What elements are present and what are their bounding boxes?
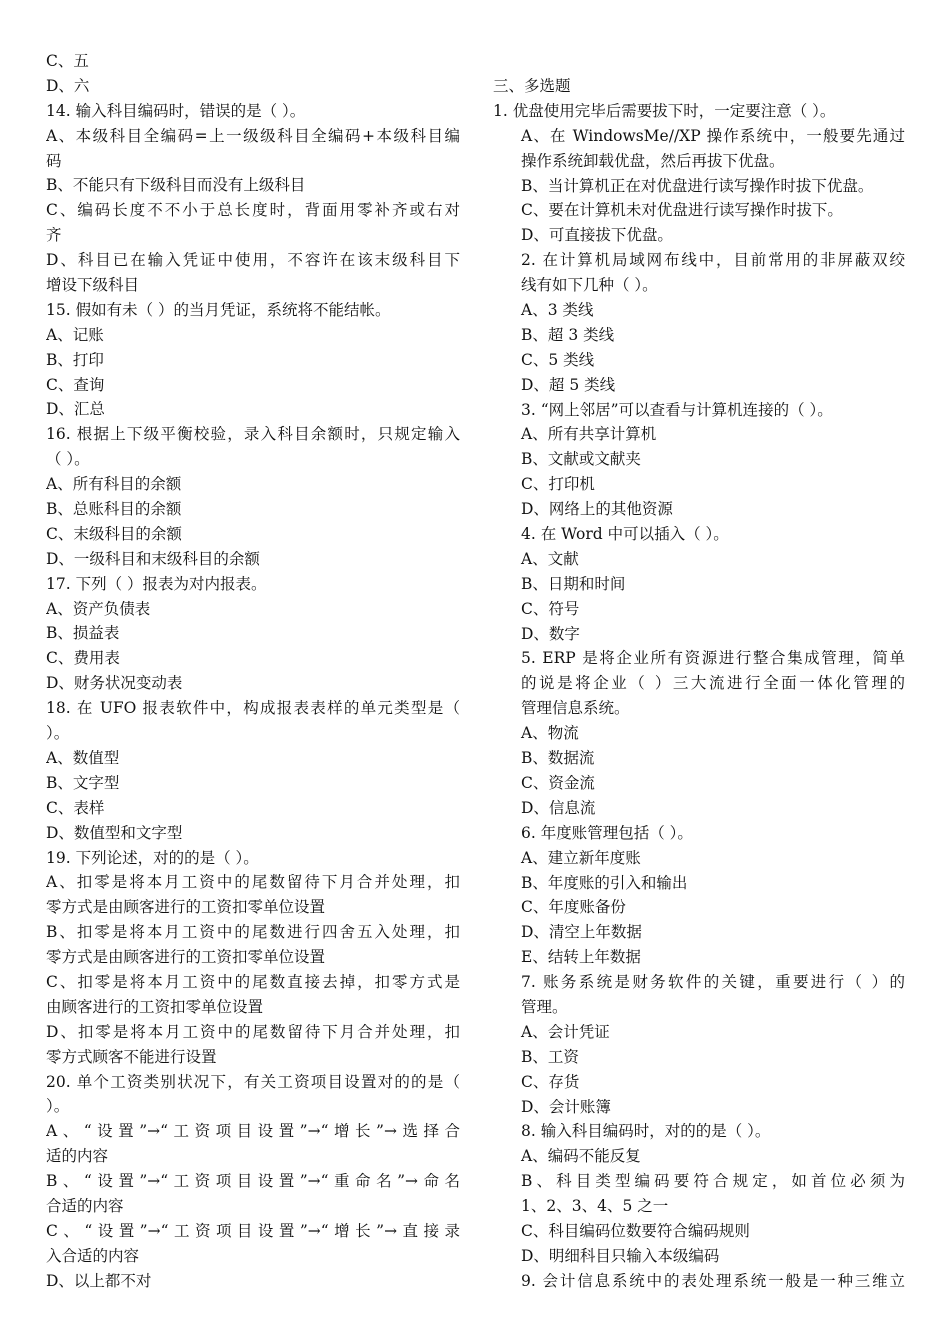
text-line: C、打印机	[521, 475, 595, 494]
text-line: C、资金流	[521, 773, 595, 792]
text-line: B、超 3 类线	[521, 325, 615, 344]
text-line: 1、2、3、4、5 之一	[521, 1197, 669, 1216]
right-column	[493, 74, 905, 1294]
text-line: A、建立新年度账	[521, 848, 641, 867]
text-line: C、符号	[521, 599, 580, 618]
question-16: 16. 根据上下级平衡校验，录入科目余额时，只规定输入	[46, 425, 460, 444]
text-line: C、末级科目的余额	[46, 524, 182, 543]
question-7: 7. 账务系统是财务软件的关键，重要进行（ ）的	[521, 973, 905, 992]
question-3: 3. “网上邻居”可以查看与计算机连接的（ ）。	[521, 400, 833, 419]
question-18: 18. 在 UFO 报表软件中，构成报表表样的单元类型是（	[46, 699, 460, 718]
text-line: C、科目编码位数要符合编码规则	[521, 1221, 750, 1240]
question-17: 17. 下列（ ）报表为对内报表。	[46, 574, 267, 593]
text-line: C、年度账备份	[521, 898, 626, 917]
text-line: A、“设置”→“工资项目设置”→“增长”→选择合	[46, 1122, 460, 1141]
text-line: D、超 5 类线	[521, 375, 616, 394]
question-14: 14. 输入科目编码时，错误的是（ ）。	[46, 101, 306, 120]
text-line: E、结转上年数据	[521, 948, 641, 967]
text-line: D、汇总	[46, 400, 105, 419]
text-line: 码	[46, 151, 62, 170]
text-line: D、科目已在输入凭证中使用，不容许在该末级科目下	[46, 251, 460, 270]
text-line: B、科目类型编码要符合规定，如首位必须为	[521, 1172, 905, 1191]
text-line: （ ）。	[46, 450, 90, 469]
text-line: C、五	[46, 52, 89, 70]
text-line: D、一级科目和末级科目的余额	[46, 549, 260, 568]
text-line: 零方式是由顾客进行的工资扣零单位设置	[46, 898, 326, 917]
text-line: B、不能只有下级科目而没有上级科目	[46, 176, 306, 195]
question-1: 1. 优盘使用完毕后需要拔下时，一定要注意（ ）。	[493, 101, 836, 120]
text-line: D、以上都不对	[46, 1271, 152, 1290]
text-line: A、在 WindowsMe//XP 操作系统中，一般要先通过	[521, 126, 905, 145]
text-line: D、数值型和文字型	[46, 823, 183, 842]
text-line: A、3 类线	[521, 301, 594, 320]
text-line: 合适的内容	[46, 1196, 124, 1215]
question-20: 20. 单个工资类别状况下，有关工资项目设置对的的是（	[46, 1072, 460, 1091]
question-8: 8. 输入科目编码时，对的的是（ ）。	[521, 1122, 771, 1141]
text-line: D、扣零是将本月工资中的尾数留待下月合并处理，扣	[46, 1022, 460, 1041]
text-line: 适的内容	[46, 1147, 109, 1166]
text-line: C、“设置”→“工资项目设置”→“增长”→直接录	[46, 1221, 460, 1240]
question-2: 2. 在计算机局域网布线中，目前常用的非屏蔽双绞	[521, 251, 905, 270]
text-line: C、表样	[46, 798, 105, 817]
text-line: 入合适的内容	[46, 1246, 140, 1265]
question-9: 9. 会计信息系统中的表处理系统一般是一种三维立	[521, 1271, 905, 1290]
text-line: C、要在计算机未对优盘进行读写操作时拔下。	[521, 201, 843, 220]
text-line: D、清空上年数据	[521, 923, 642, 942]
text-line: A、扣零是将本月工资中的尾数留待下月合并处理，扣	[46, 873, 460, 892]
text-line: C、费用表	[46, 649, 120, 668]
text-line: D、明细科目只输入本级编码	[521, 1246, 720, 1265]
text-line: 零方式是由顾客进行的工资扣零单位设置	[46, 948, 326, 967]
question-5: 5. ERP 是将企业所有资源进行整合集成管理，简单	[521, 649, 905, 668]
question-19: 19. 下列论述，对的的是（ ）。	[46, 848, 259, 867]
text-line: A、本级科目全编码=上一级级科目全编码+本级科目编	[46, 126, 460, 145]
text-line: A、所有共享计算机	[521, 425, 657, 444]
text-line: A、会计凭证	[521, 1022, 610, 1041]
text-line: 零方式顾客不能进行设置	[46, 1047, 217, 1066]
text-line: C、查询	[46, 375, 105, 394]
section-heading: 三、多选题	[493, 77, 571, 95]
text-line: 线有如下几种（ ）。	[521, 276, 658, 295]
text-line: D、会计账簿	[521, 1097, 611, 1116]
text-line: 操作系统卸载优盘，然后再拔下优盘。	[521, 151, 785, 170]
text-line: ）。	[46, 1097, 70, 1116]
text-line: D、六	[46, 76, 90, 95]
text-line: B、打印	[46, 350, 104, 369]
text-line: B、当计算机正在对优盘进行读写操作时拔下优盘。	[521, 176, 874, 195]
text-line: C、5 类线	[521, 350, 595, 369]
text-line: B、扣零是将本月工资中的尾数进行四舍五入处理，扣	[46, 923, 460, 942]
text-line: C、存货	[521, 1072, 580, 1091]
text-line: D、信息流	[521, 798, 596, 817]
text-line: A、所有科目的余额	[46, 475, 182, 494]
text-line: B、损益表	[46, 624, 120, 643]
left-column	[46, 49, 460, 1294]
question-6: 6. 年度账管理包括（ ）。	[521, 823, 693, 842]
text-line: 增设下级科目	[46, 276, 140, 295]
question-4: 4. 在 Word 中可以插入（ ）。	[521, 525, 729, 544]
text-line: C、编码长度不不小于总长度时，背面用零补齐或右对	[46, 201, 460, 220]
text-line: B、工资	[521, 1047, 579, 1066]
text-line: 管理信息系统。	[521, 699, 630, 718]
text-line: B、日期和时间	[521, 574, 626, 593]
question-15: 15. 假如有未（ ）的当月凭证，系统将不能结帐。	[46, 300, 391, 319]
text-line: 齐	[46, 226, 62, 245]
text-line: B、文字型	[46, 773, 120, 792]
text-line: B、“设置”→“工资项目设置”→“重命名”→命名	[46, 1172, 460, 1191]
text-line: B、数据流	[521, 749, 595, 768]
text-line: D、财务状况变动表	[46, 674, 183, 693]
text-line: C、扣零是将本月工资中的尾数直接去掉，扣零方式是	[46, 972, 460, 991]
text-line: ）。	[46, 724, 70, 743]
text-line: D、可直接拔下优盘。	[521, 226, 673, 245]
text-line: 的说是将企业（ ）三大流进行全面一体化管理的	[521, 674, 905, 693]
text-line: A、编码不能反复	[521, 1147, 641, 1166]
text-line: D、网络上的其他资源	[521, 500, 673, 519]
text-line: A、物流	[521, 724, 579, 743]
text-line: 由顾客进行的工资扣零单位设置	[46, 997, 264, 1016]
text-line: A、资产负债表	[46, 599, 151, 618]
text-line: B、文献或文献夹	[521, 450, 641, 469]
text-line: A、文献	[521, 549, 579, 568]
text-line: 管理。	[521, 997, 568, 1016]
text-line: B、年度账的引入和输出	[521, 873, 688, 892]
text-line: B、总账科目的余额	[46, 500, 182, 519]
text-line: A、记账	[46, 325, 104, 344]
text-line: D、数字	[521, 624, 580, 643]
text-line: A、数值型	[46, 748, 120, 767]
